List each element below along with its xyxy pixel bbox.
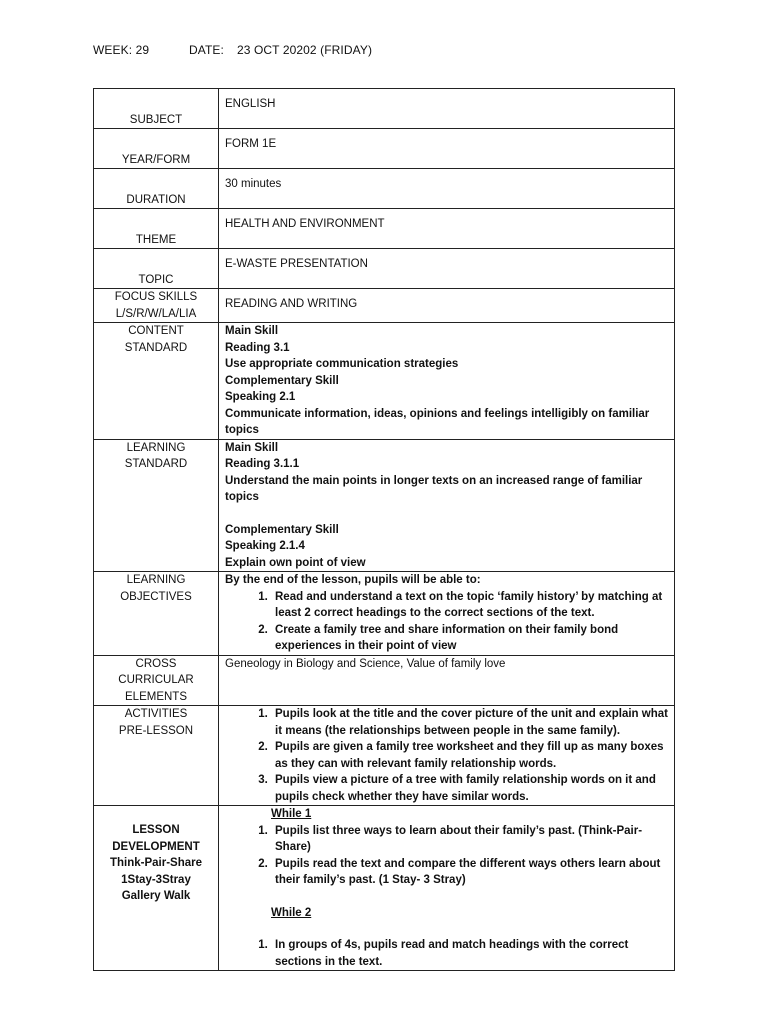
- learning-objectives-label: [94, 572, 219, 656]
- content-standard-label-line2: STANDARD: [124, 341, 188, 354]
- lesson-development-label: [94, 806, 219, 971]
- row-learning-standard: [94, 439, 675, 572]
- duration-label: DURATION: [94, 169, 219, 209]
- list-item: 1. Pupils list three ways to learn about their family’s past. (Think-Pair-Share): [271, 823, 668, 856]
- row-subject: [94, 89, 675, 129]
- activities-value: [219, 706, 675, 806]
- subject-label: SUBJECT: [94, 89, 219, 129]
- activities-list: [225, 706, 668, 805]
- document-header: [93, 43, 372, 57]
- row-theme: [94, 209, 675, 249]
- cross-curricular-label-line3: ELEMENTS: [125, 690, 187, 703]
- list-item: 2. Pupils read the text and compare the different ways others learn about their family’s past. (1 Stay- 3 Stray): [271, 856, 668, 889]
- cross-curricular-label: [94, 655, 219, 706]
- learning-main-skill: Main Skill: [225, 441, 279, 454]
- row-learning-objectives: [94, 572, 675, 656]
- learning-objectives-label-line2: OBJECTIVES: [120, 590, 192, 603]
- learning-main-code: Reading 3.1.1: [225, 458, 300, 470]
- focus-skills-label: [94, 289, 219, 323]
- row-cross-curricular: [94, 655, 675, 706]
- list-item: 1. Read and understand a text on the topic ‘family history’ by matching at least 2 correct headings to the correct sections of the text.: [271, 589, 668, 622]
- spacer: [225, 921, 668, 937]
- lesson-plan-table: [93, 88, 675, 971]
- learning-standard-value: [219, 439, 675, 572]
- theme-value: HEALTH AND ENVIRONMENT: [219, 209, 675, 249]
- content-standard-label-line1: CONTENT: [128, 325, 184, 337]
- lesson-development-label-line4: 1Stay-3Stray: [121, 873, 191, 886]
- focus-skills-label-line1: FOCUS SKILLS: [114, 291, 198, 303]
- lesson-development-label-line2: DEVELOPMENT: [112, 840, 200, 853]
- objectives-intro: By the end of the lesson, pupils will be able to:: [225, 574, 481, 586]
- content-comp-code: Speaking 2.1: [225, 391, 296, 403]
- learning-standard-label-line2: STANDARD: [124, 458, 188, 470]
- content-main-code: Reading 3.1: [225, 341, 290, 354]
- learning-main-text: Understand the main points in longer texts on an increased range of familiar topics: [225, 474, 643, 503]
- year-form-label: YEAR/FORM: [94, 129, 219, 169]
- learning-comp-code: Speaking 2.1.4: [225, 540, 305, 552]
- content-main-text: Use appropriate communication strategies: [225, 358, 459, 370]
- while2-list: [225, 937, 668, 970]
- row-year-form: [94, 129, 675, 169]
- date-value: 23 OCT 20202 (FRIDAY): [237, 43, 373, 57]
- spacer: [225, 506, 668, 522]
- learning-standard-label: [94, 439, 219, 572]
- focus-skills-label-line2: L/S/R/W/LA/LIA: [115, 307, 197, 320]
- while1-list: [225, 823, 668, 889]
- year-form-value: FORM 1E: [219, 129, 675, 169]
- theme-label: THEME: [94, 209, 219, 249]
- row-activities: [94, 706, 675, 806]
- row-lesson-development: [94, 806, 675, 971]
- list-item: 1. In groups of 4s, pupils read and match headings with the correct sections in the text.: [271, 937, 668, 970]
- content-standard-label: [94, 323, 219, 440]
- learning-objectives-label-line1: LEARNING: [126, 574, 186, 586]
- row-focus-skills: [94, 289, 675, 323]
- cross-curricular-label-line1: CROSS: [135, 657, 177, 670]
- cross-curricular-value: Geneology in Biology and Science, Value of family love: [219, 655, 675, 706]
- learning-comp-text: Explain own point of view: [225, 556, 366, 569]
- topic-value: E-WASTE PRESENTATION: [219, 249, 675, 289]
- topic-label: TOPIC: [94, 249, 219, 289]
- content-comp-skill: Complementary Skill: [225, 374, 339, 387]
- lesson-development-value: [219, 806, 675, 971]
- list-item: 2. Pupils are given a family tree worksheet and they fill up as many boxes as they can with relevant family relationship words.: [271, 739, 668, 772]
- objectives-list: [225, 589, 668, 655]
- learning-objectives-value: [219, 572, 675, 656]
- activities-label-line1: ACTIVITIES: [124, 708, 188, 720]
- activities-label-line2: PRE-LESSON: [118, 724, 194, 737]
- content-standard-value: [219, 323, 675, 440]
- spacer: [225, 889, 668, 905]
- content-main-skill: Main Skill: [225, 325, 279, 337]
- lesson-development-label-line3: Think-Pair-Share: [109, 857, 203, 869]
- date-label: DATE:: [189, 43, 224, 57]
- row-duration: [94, 169, 675, 209]
- subject-value: ENGLISH: [219, 89, 675, 129]
- cross-curricular-label-line2: CURRICULAR: [118, 674, 194, 686]
- activities-label: [94, 706, 219, 806]
- row-content-standard: [94, 323, 675, 440]
- duration-value: 30 minutes: [219, 169, 675, 209]
- list-item: 2. Create a family tree and share information on their family bond experiences in their point of view: [271, 622, 668, 655]
- learning-standard-label-line1: LEARNING: [126, 441, 186, 454]
- week-label: WEEK: 29: [93, 43, 150, 57]
- while1-title: While 1: [271, 808, 312, 820]
- lesson-development-label-line5: Gallery Walk: [121, 890, 191, 902]
- focus-skills-value: READING AND WRITING: [219, 289, 675, 323]
- list-item: 1. Pupils look at the title and the cover picture of the unit and explain what it means (the relationships between people in the same family).: [271, 706, 668, 739]
- while2-title: While 2: [271, 906, 312, 919]
- learning-comp-skill: Complementary Skill: [225, 523, 339, 536]
- row-topic: [94, 249, 675, 289]
- content-comp-text: Communicate information, ideas, opinions and feelings intelligibly on familiar topics: [225, 407, 650, 436]
- list-item: 3. Pupils view a picture of a tree with family relationship words on it and pupils check whether they have similar words.: [271, 772, 668, 805]
- lesson-development-label-line1: LESSON: [132, 824, 180, 836]
